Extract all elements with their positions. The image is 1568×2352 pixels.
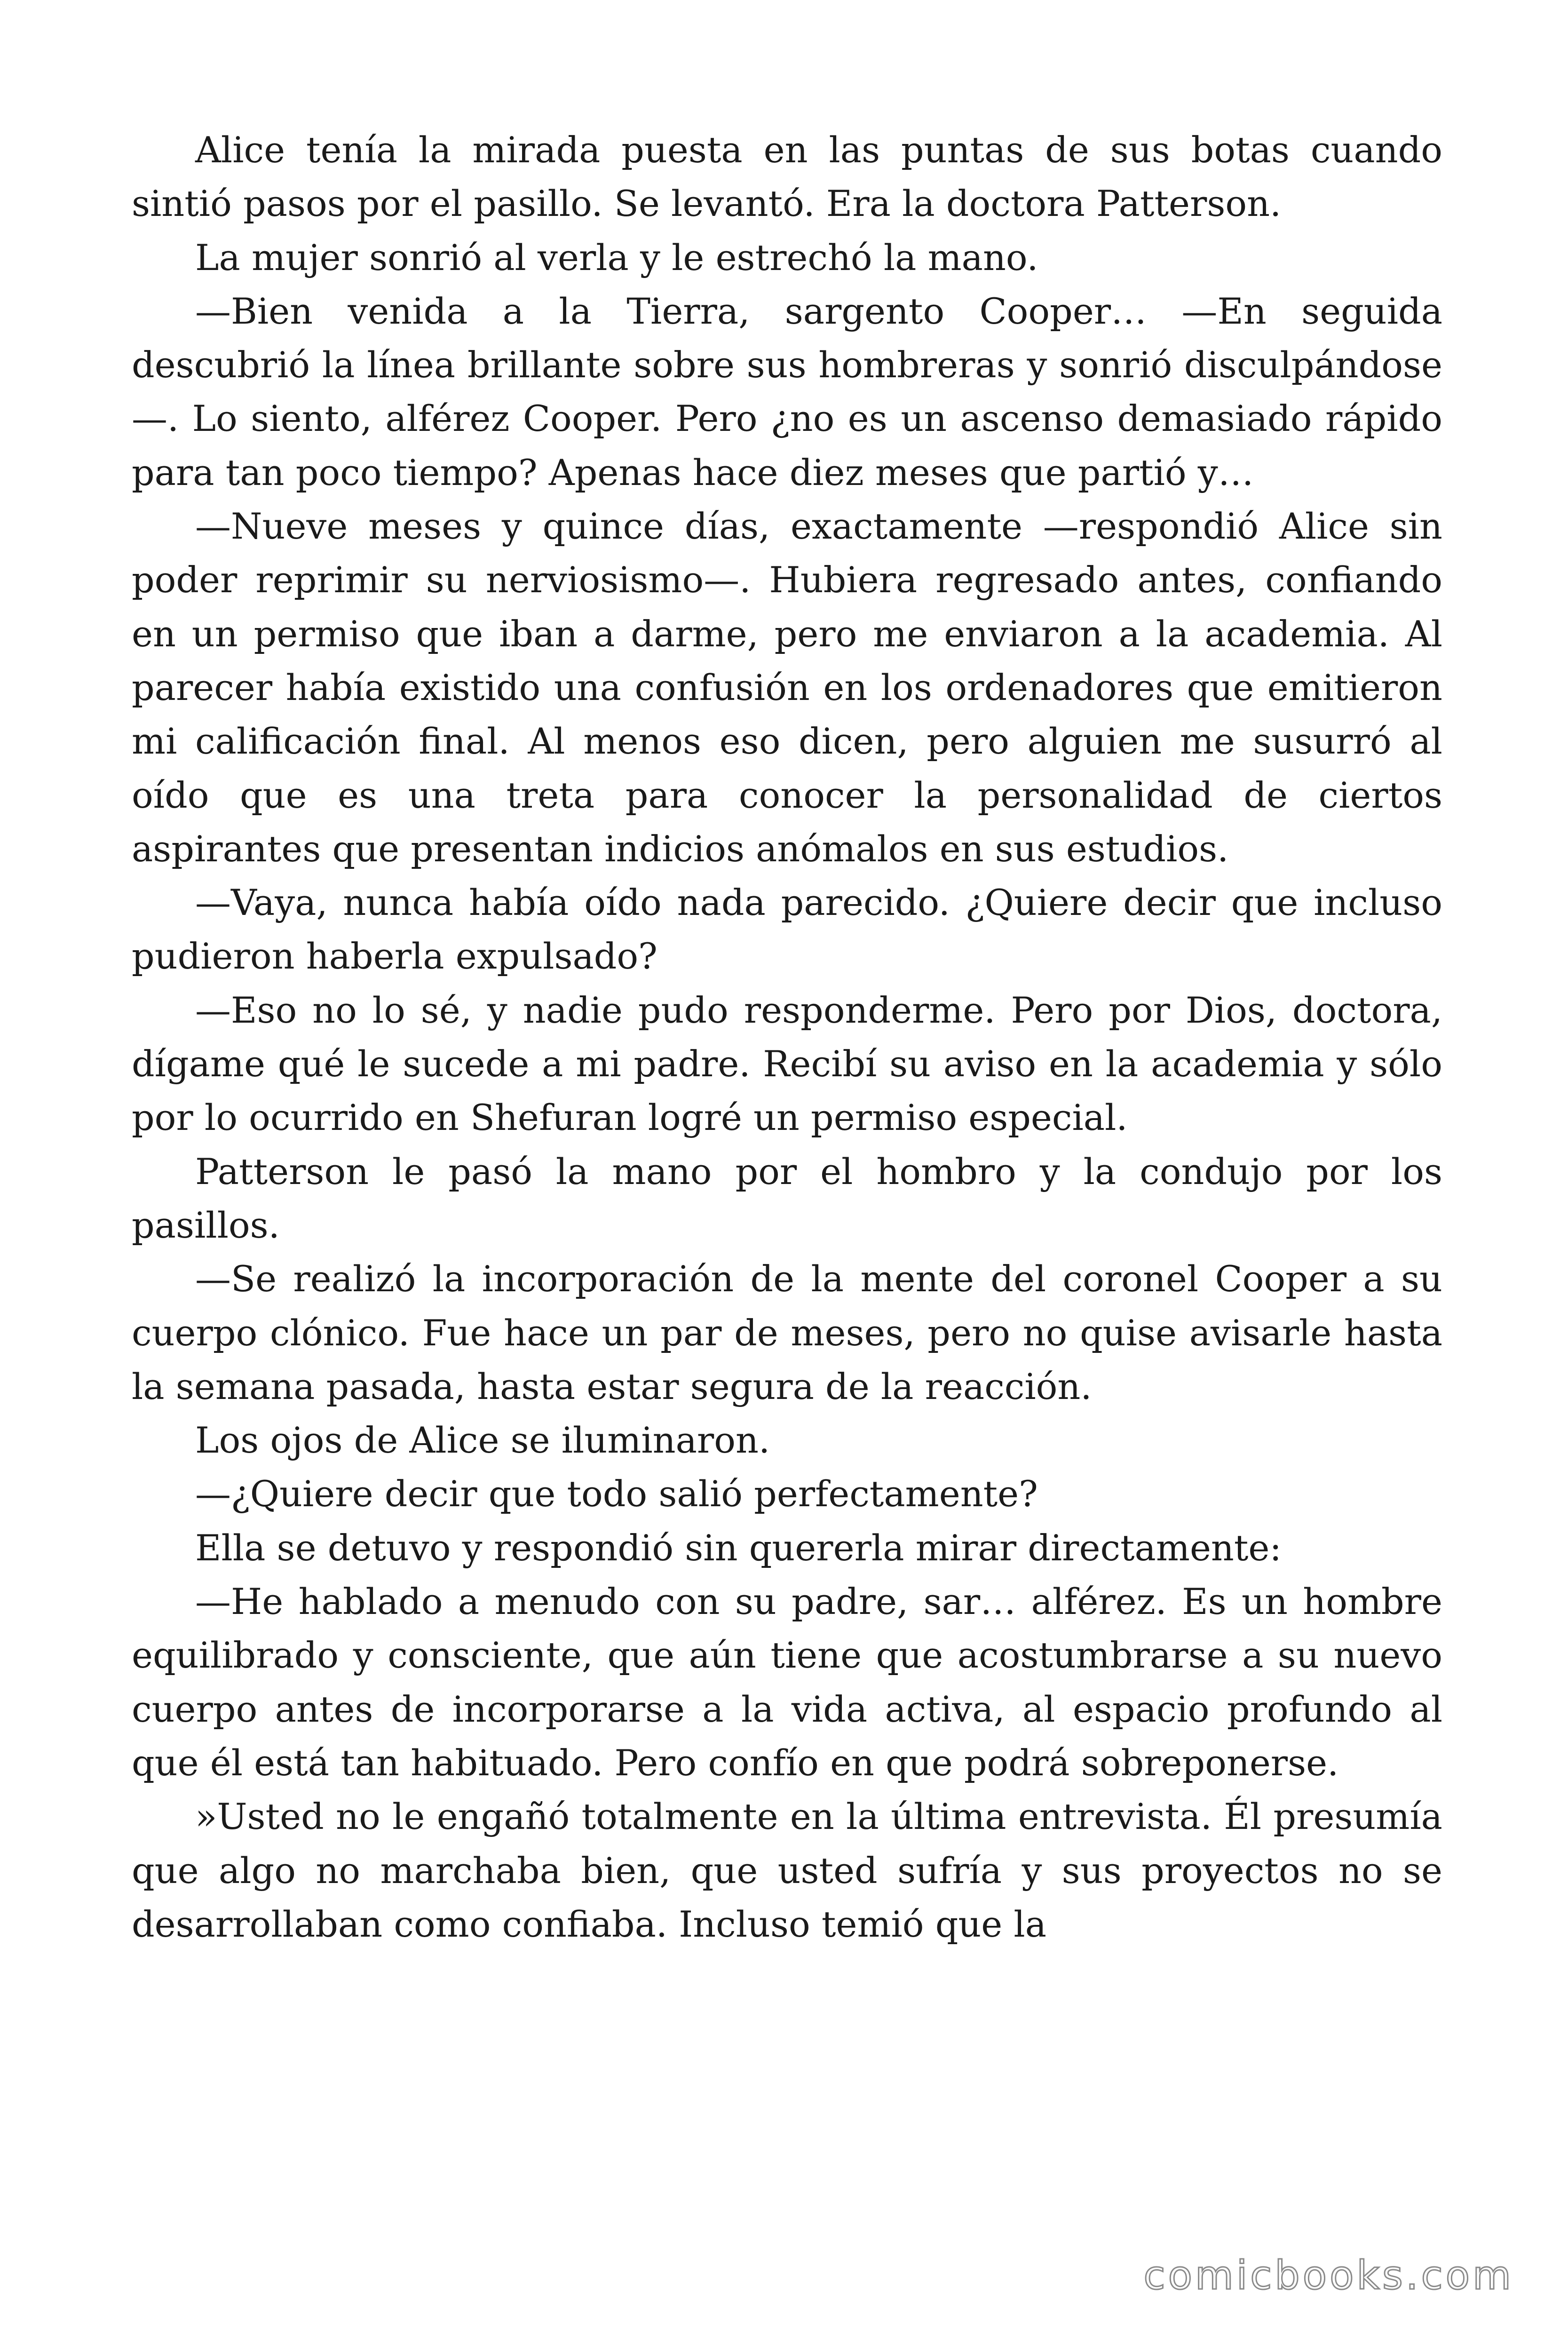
paragraph: —¿Quiere decir que todo salió perfectamente? <box>195 1473 1038 1515</box>
paragraph: —Vaya, nunca había oído nada parecido. ¿Quiere decir que incluso pudieron haberla expulsado? <box>132 882 1442 977</box>
paragraph: —Se realizó la incorporación de la mente del coronel Cooper a su cuerpo clónico. Fue hace un par de meses, pero no quise avisarle hasta la semana pasada, hasta estar segura de la reacción. <box>132 1258 1442 1407</box>
paragraph: »Usted no le engañó totalmente en la última entrevista. Él presumía que algo no marchaba bien, que usted sufría y sus proyectos no se desarrollaban como confiaba. Incluso temió que la <box>132 1796 1442 1945</box>
watermark: comicbooks.com <box>1143 2252 1514 2298</box>
page-body <box>132 123 1442 1951</box>
paragraph: Patterson le pasó la mano por el hombro y la condujo por los pasillos. <box>132 1150 1442 1246</box>
paragraph: —Bien venida a la Tierra, sargento Cooper… —En seguida descubrió la línea brillante sobre sus hombreras y sonrió disculpándose—. Lo siento, alférez Cooper. Pero ¿no es un ascenso demasiado rápido para tan poco tiempo? Apenas hace diez meses que partió y… <box>132 290 1442 493</box>
paragraph: Ella se detuvo y respondió sin quererla mirar directamente: <box>195 1526 1282 1569</box>
paragraph: La mujer sonrió al verla y le estrechó la mano. <box>195 236 1038 278</box>
paragraph: —Eso no lo sé, y nadie pudo responderme. Pero por Dios, doctora, dígame qué le sucede a mi padre. Recibí su aviso en la academia y sólo por lo ocurrido en Shefuran logré un permiso especial. <box>132 989 1442 1139</box>
paragraph: Alice tenía la mirada puesta en las puntas de sus botas cuando sintió pasos por el pasillo. Se levantó. Era la doctora Patterson. <box>132 129 1442 225</box>
paragraph: —Nueve meses y quince días, exactamente —respondió Alice sin poder reprimir su nerviosismo—. Hubiera regresado antes, confiando en un permiso que iban a darme, pero me enviaron a la academia. Al parecer había existido una confusión en los ordenadores que emitieron mi calificación final. Al menos eso dicen, pero alguien me susurró al oído que es una treta para conocer la personalidad de ciertos aspirantes que presentan indicios anómalos en sus estudios. <box>132 505 1442 870</box>
paragraph: Los ojos de Alice se iluminaron. <box>195 1419 770 1462</box>
paragraph: —He hablado a menudo con su padre, sar… alférez. Es un hombre equilibrado y consciente, que aún tiene que acostumbrarse a su nuevo cuerpo antes de incorporarse a la vida activa, al espacio profundo al que él está tan habituado. Pero confío en que podrá sobreponerse. <box>132 1581 1442 1784</box>
